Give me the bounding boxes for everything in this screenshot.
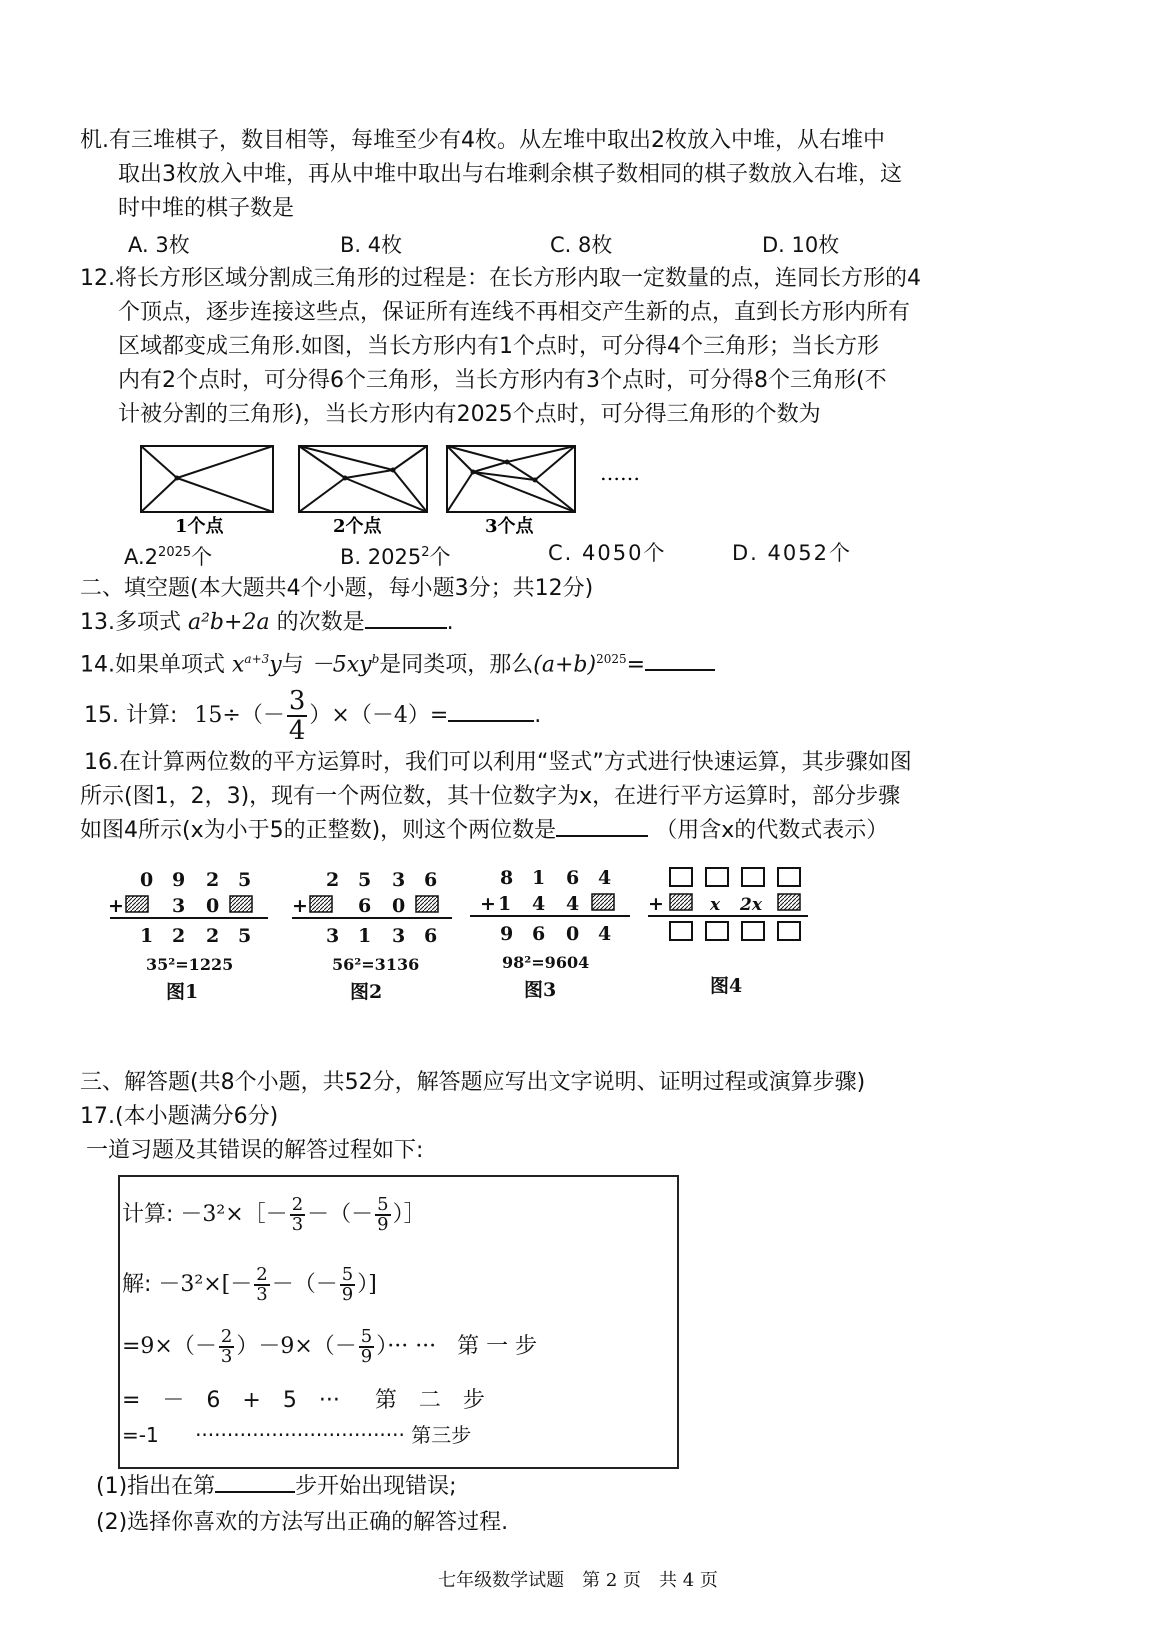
svg-text:35²=1225: 35²=1225 <box>146 955 234 974</box>
q12-option-d: D. 4052个 <box>732 541 852 565</box>
svg-text:+: + <box>292 895 308 917</box>
q12-line1: 12.将长方形区域分割成三角形的过程是：在长方形内取一定数量的点，连同长方形的4 <box>80 266 921 291</box>
q17-solution-line: 解: －3²×[－ $\frac{2}{3}$ －（－ $\frac{5}{9}$ ）] <box>122 1264 377 1305</box>
figure-1 <box>108 869 268 1003</box>
q17-intro: 一道习题及其错误的解答过程如下: <box>86 1138 424 1163</box>
svg-text:1: 1 <box>140 925 154 947</box>
q17-step3: =-1 ································· 第三步 <box>122 1423 472 1447</box>
svg-text:56²=3136: 56²=3136 <box>332 955 420 974</box>
q16-figures <box>100 858 840 1008</box>
q12-line5: 计被分割的三角形)，当长方形内有2025个点时，可分得三角形的个数为 <box>118 402 821 427</box>
svg-text:4: 4 <box>598 923 612 945</box>
svg-text:4: 4 <box>532 893 546 915</box>
svg-text:+: + <box>648 893 664 915</box>
section3-heading: 三、解答题(共8个小题，共52分，解答题应写出文字说明、证明过程或演算步骤) <box>80 1070 866 1095</box>
q11-option-d: D. 10枚 <box>762 233 840 257</box>
svg-text:9: 9 <box>172 869 186 891</box>
q17-title: 17.(本小题满分6分) <box>80 1104 279 1129</box>
q16-line1: 16.在计算两位数的平方运算时，我们可以利用“竖式”方式进行快速运算，其步骤如图 <box>84 750 912 775</box>
q12-option-a: $A.2^{2025}$个 <box>124 545 213 569</box>
svg-text:2: 2 <box>206 925 220 947</box>
q12-option-c: C. 4050个 <box>548 541 667 565</box>
q12-option-b: B. 2025$^2$个 <box>340 545 451 569</box>
q15: 15. 计算: 15÷（－ $\frac{3}{4}$ ）×（－4）= . <box>84 686 542 746</box>
q17-sub2: (2)选择你喜欢的方法写出正确的解答过程. <box>96 1510 509 1535</box>
fig-label-1: 1个点 <box>175 516 224 537</box>
svg-text:5: 5 <box>238 925 252 947</box>
figure-4 <box>648 868 808 940</box>
svg-text:0: 0 <box>206 895 220 917</box>
q16-answer-blank[interactable] <box>556 815 648 837</box>
q17-calc-line: 计算: －3²×［－ $\frac{2}{3}$ －（－ $\frac{5}{9}$ ）］ <box>122 1194 426 1235</box>
svg-text:1: 1 <box>358 925 372 947</box>
fig-label-3: 3个点 <box>485 516 534 537</box>
svg-text:1: 1 <box>532 867 546 889</box>
svg-text:1: 1 <box>498 893 512 915</box>
svg-text:2: 2 <box>326 869 340 891</box>
q16-line3: 如图4所示(x为小于5的正整数)，则这个两位数是 （用含x的代数式表示） <box>80 814 888 848</box>
q13: 13.多项式 a²b+2a 的次数是 . <box>80 606 454 640</box>
svg-text:0: 0 <box>140 869 154 891</box>
svg-text:图2: 图2 <box>350 981 383 1003</box>
svg-text:图4: 图4 <box>710 975 743 997</box>
figure-3 <box>470 867 630 1001</box>
svg-text:图3: 图3 <box>524 979 557 1001</box>
svg-text:3: 3 <box>392 925 406 947</box>
rect-1-point <box>141 446 273 512</box>
svg-text:3: 3 <box>326 925 340 947</box>
svg-text:图1: 图1 <box>166 981 199 1003</box>
q13-answer-blank[interactable] <box>365 607 447 629</box>
svg-text:2x: 2x <box>740 895 762 915</box>
q14-answer-blank[interactable] <box>645 649 715 671</box>
svg-text:+: + <box>480 893 496 915</box>
q11-option-b: B. 4枚 <box>340 233 403 257</box>
svg-text:4: 4 <box>566 893 580 915</box>
rect-2-points <box>299 446 427 512</box>
rect-3-points <box>447 446 575 512</box>
svg-text:4: 4 <box>598 867 612 889</box>
q12-line3: 区域都变成三角形.如图，当长方形内有1个点时，可分得4个三角形；当长方形 <box>118 334 879 359</box>
figure-2 <box>292 869 452 1003</box>
q17-step2: = － 6 + 5 ··· 第 二 步 <box>122 1388 485 1413</box>
q17-step-answer-blank[interactable] <box>215 1471 295 1493</box>
fig-label-2: 2个点 <box>333 516 382 537</box>
svg-text:98²=9604: 98²=9604 <box>502 953 590 972</box>
q11-option-a: A. 3枚 <box>128 233 190 257</box>
q11-line3: 时中堆的棋子数是 <box>118 196 295 221</box>
svg-text:2: 2 <box>206 869 220 891</box>
q17-step1: =9×（－ $\frac{2}{3}$ ）－9×（－ $\frac{5}{9}$ ）··· ··· 第 一 步 <box>122 1326 538 1367</box>
q14: 14.如果单项式 $x^{a+3}y$与 $-5xy^b$是同类项，那么$(a+b)^{2025}=$ <box>80 642 715 682</box>
q17-sub1: (1)指出在第 步开始出现错误; <box>96 1470 457 1504</box>
svg-text:0: 0 <box>566 923 580 945</box>
q12-ellipsis: …… <box>600 461 640 485</box>
svg-text:2: 2 <box>172 925 186 947</box>
svg-text:3: 3 <box>392 869 406 891</box>
svg-text:5: 5 <box>238 869 252 891</box>
svg-text:6: 6 <box>566 867 580 889</box>
svg-text:3: 3 <box>172 895 186 917</box>
svg-text:8: 8 <box>500 867 514 889</box>
svg-text:6: 6 <box>424 869 438 891</box>
svg-text:6: 6 <box>424 925 438 947</box>
svg-text:5: 5 <box>358 869 372 891</box>
q12-rectangle-figures <box>135 440 655 540</box>
svg-text:6: 6 <box>532 923 546 945</box>
q16-line2: 所示(图1，2，3)，现有一个两位数，其十位数字为x，在进行平方运算时，部分步骤 <box>80 784 901 809</box>
q11-line2: 取出3枚放入中堆，再从中堆中取出与右堆剩余棋子数相同的棋子数放入右堆，这 <box>118 162 902 187</box>
q11-line1: 机.有三堆棋子，数目相等，每堆至少有4枚。从左堆中取出2枚放入中堆，从右堆中 <box>80 128 885 153</box>
svg-text:9: 9 <box>500 923 514 945</box>
q12-line4: 内有2个点时，可分得6个三角形，当长方形内有3个点时，可分得8个三角形(不 <box>118 368 887 393</box>
svg-text:0: 0 <box>392 895 406 917</box>
svg-text:+: + <box>108 895 124 917</box>
q15-answer-blank[interactable] <box>448 700 534 722</box>
svg-text:6: 6 <box>358 895 372 917</box>
page-footer: 七年级数学试题 第 2 页 共 4 页 <box>438 1570 718 1591</box>
section2-heading: 二、填空题(本大题共4个小题，每小题3分；共12分) <box>80 576 594 601</box>
q11-option-c: C. 8枚 <box>550 233 613 257</box>
svg-text:x: x <box>710 895 721 915</box>
q12-line2: 个顶点，逐步连接这些点，保证所有连线不再相交产生新的点，直到长方形内所有 <box>118 300 911 325</box>
